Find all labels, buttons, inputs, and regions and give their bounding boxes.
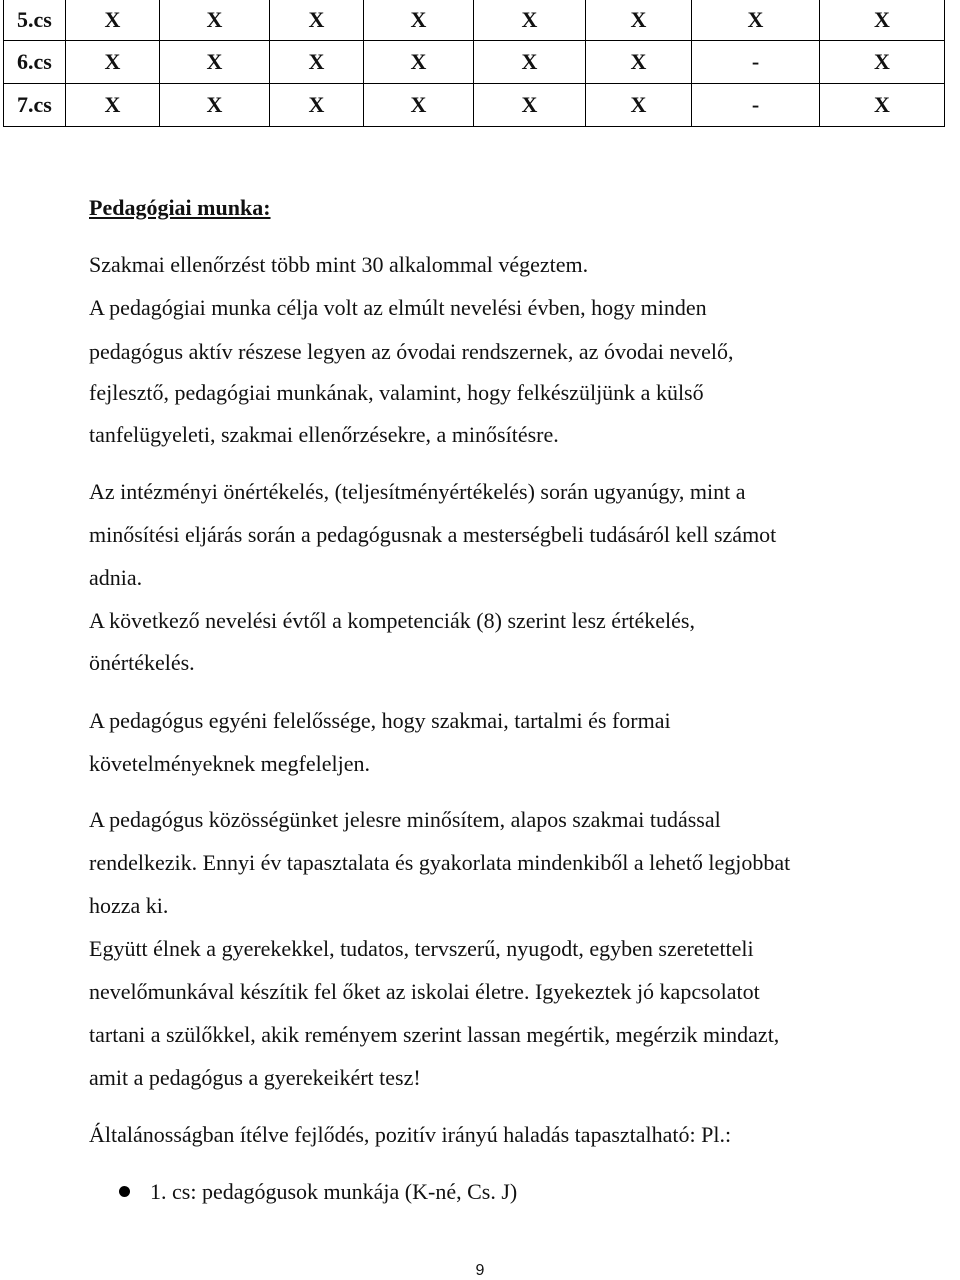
table-cell: X <box>270 84 364 127</box>
table-cell: X <box>474 0 586 41</box>
table-cell: X <box>820 84 945 127</box>
table-cell: X <box>474 41 586 84</box>
table-cell: X <box>160 41 270 84</box>
table-row <box>4 41 945 84</box>
table-cell: X <box>820 0 945 41</box>
body-line: nevelőmunkával készítik fel őket az iskolai életre. Igyekeztek jó kapcsolatot <box>89 979 760 1004</box>
body-line: pedagógus aktív részese legyen az óvodai rendszernek, az óvodai nevelő, <box>89 339 734 364</box>
table-cell: X <box>474 84 586 127</box>
page-number: 9 <box>475 1262 485 1279</box>
body-line: tartani a szülőkkel, akik reményem szerint lassan megértik, megérzik mindazt, <box>89 1022 780 1047</box>
body-line: Együtt élnek a gyerekekkel, tudatos, tervszerű, nyugodt, egyben szeretetteli <box>89 936 754 961</box>
table-cell: X <box>364 41 474 84</box>
list-item: 1. cs: pedagógusok munkája (K-né, Cs. J) <box>150 1179 518 1204</box>
table-cell: X <box>364 84 474 127</box>
table-cell: X <box>692 0 820 41</box>
table-cell: X <box>160 84 270 127</box>
table-cell: X <box>66 84 160 127</box>
group-status-table <box>3 0 945 127</box>
body-line: Az intézményi önértékelés, (teljesítményértékelés) során ugyanúgy, mint a <box>89 479 746 504</box>
table-cell: X <box>586 41 692 84</box>
body-line: amit a pedagógus a gyerekeikért tesz! <box>89 1065 421 1090</box>
table-cell: X <box>160 0 270 41</box>
body-line: fejlesztő, pedagógiai munkának, valamint, hogy felkészüljünk a külső <box>89 380 704 405</box>
table-cell: X <box>364 0 474 41</box>
row-label: 7.cs <box>4 84 66 127</box>
table-cell: - <box>692 41 820 84</box>
body-line: adnia. <box>89 565 143 590</box>
body-line: A pedagógiai munka célja volt az elmúlt nevelési évben, hogy minden <box>89 295 707 320</box>
body-line: hozza ki. <box>89 893 169 918</box>
body-line: tanfelügyeleti, szakmai ellenőrzésekre, a minősítésre. <box>89 422 559 447</box>
row-label: 6.cs <box>4 41 66 84</box>
table-cell: X <box>820 41 945 84</box>
body-line: követelményeknek megfeleljen. <box>89 751 370 776</box>
body-line: rendelkezik. Ennyi év tapasztalata és gyakorlata mindenkiből a lehető legjobbat <box>89 850 791 875</box>
body-line: A következő nevelési évtől a kompetenciák (8) szerint lesz értékelés, <box>89 608 695 633</box>
table-cell: X <box>270 0 364 41</box>
table-row <box>4 84 945 127</box>
body-line: A pedagógus egyéni felelőssége, hogy szakmai, tartalmi és formai <box>89 708 671 733</box>
body-line: önértékelés. <box>89 650 195 675</box>
table-cell: X <box>586 0 692 41</box>
bullet-dot-icon <box>119 1186 130 1197</box>
section-heading: Pedagógiai munka: <box>89 195 271 220</box>
table-cell: - <box>692 84 820 127</box>
body-line: minősítési eljárás során a pedagógusnak a mesterségbeli tudásáról kell számot <box>89 522 777 547</box>
table-row <box>4 0 945 41</box>
body-line: Szakmai ellenőrzést több mint 30 alkalommal végeztem. <box>89 252 589 277</box>
body-line: A pedagógus közösségünket jelesre minősítem, alapos szakmai tudással <box>89 807 721 832</box>
table-cell: X <box>270 41 364 84</box>
table-cell: X <box>66 41 160 84</box>
table-cell: X <box>586 84 692 127</box>
row-label: 5.cs <box>4 0 66 41</box>
body-line: Általánosságban ítélve fejlődés, pozitív irányú haladás tapasztalható: Pl.: <box>89 1122 732 1147</box>
table-cell: X <box>66 0 160 41</box>
